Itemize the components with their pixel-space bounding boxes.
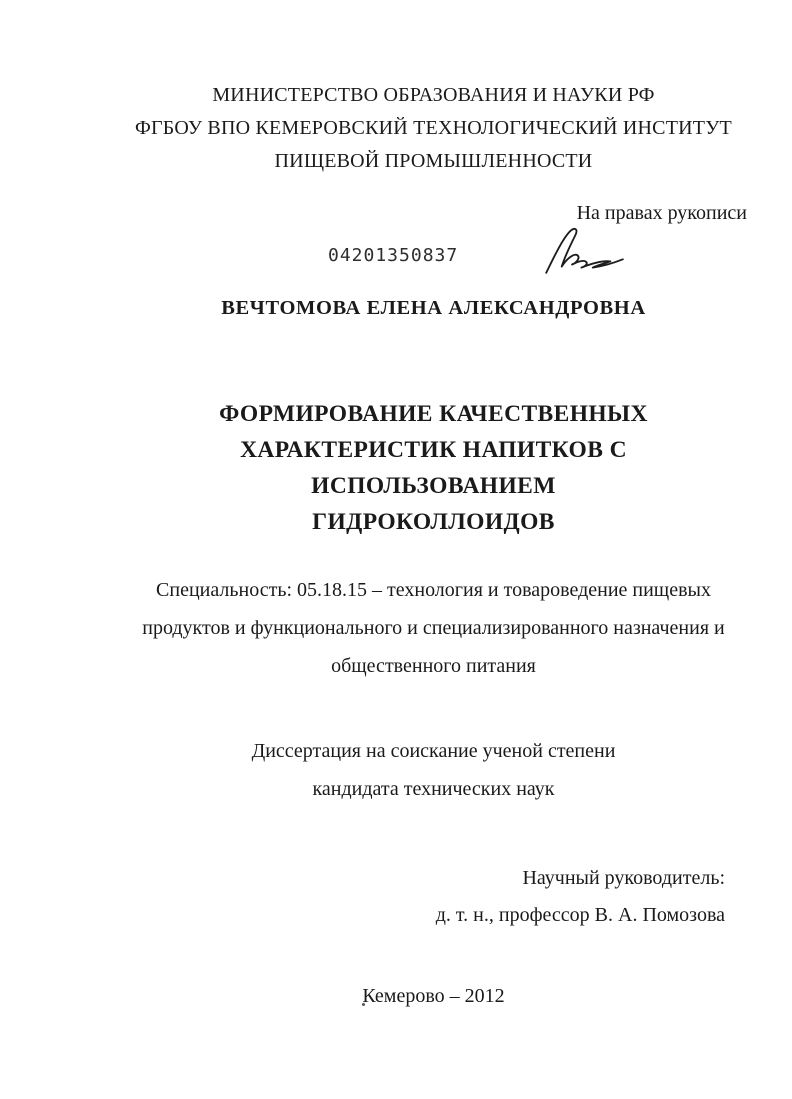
signature-icon [540, 225, 628, 275]
thesis-type-line: Диссертация на соискание ученой степени [251, 740, 616, 762]
title-line: ФОРМИРОВАНИЕ КАЧЕСТВЕННЫХ [219, 401, 648, 427]
specialty-line-2: продуктов и функционального и специализированного назначения и [142, 617, 725, 639]
supervisor-label: Научный руководитель: [522, 867, 725, 889]
title-line-2: ХАРАКТЕРИСТИК НАПИТКОВ С ИСПОЛЬЗОВАНИЕМ [240, 437, 627, 499]
manuscript-rights-note: На правах рукописи [576, 202, 747, 224]
author-name: ВЕЧТОМОВА ЕЛЕНА АЛЕКСАНДРОВНА [221, 297, 646, 319]
title-line-3: ГИДРОКОЛЛОИДОВ [312, 509, 555, 535]
supervisor-name: д. т. н., профессор В. А. Помозова [435, 904, 725, 926]
city-and-year: Кемерово – 2012 [362, 985, 505, 1007]
specialty-line: Специальность: 05.18.15 – технология и товароведение пищевых [156, 579, 711, 601]
supervisor-block [120, 860, 747, 934]
specialty-line-3: общественного питания [331, 655, 536, 677]
institute-line: ФГБОУ ВПО КЕМЕРОВСКИЙ ТЕХНОЛОГИЧЕСКИЙ ИНСТИТУТ [135, 117, 732, 139]
registration-number: 04201350837 [328, 245, 459, 266]
dissertation-title [120, 396, 747, 540]
thesis-type-line-2: кандидата технических наук [312, 778, 555, 800]
institute-line-2: ПИЩЕВОЙ ПРОМЫШЛЕННОСТИ [274, 150, 593, 172]
ministry-line: МИНИСТЕРСТВО ОБРАЗОВАНИЯ И НАУКИ РФ [212, 84, 655, 106]
thesis-type [120, 732, 747, 808]
page-content [120, 0, 747, 1099]
specialty-paragraph [120, 571, 747, 685]
organization-header [120, 79, 747, 178]
